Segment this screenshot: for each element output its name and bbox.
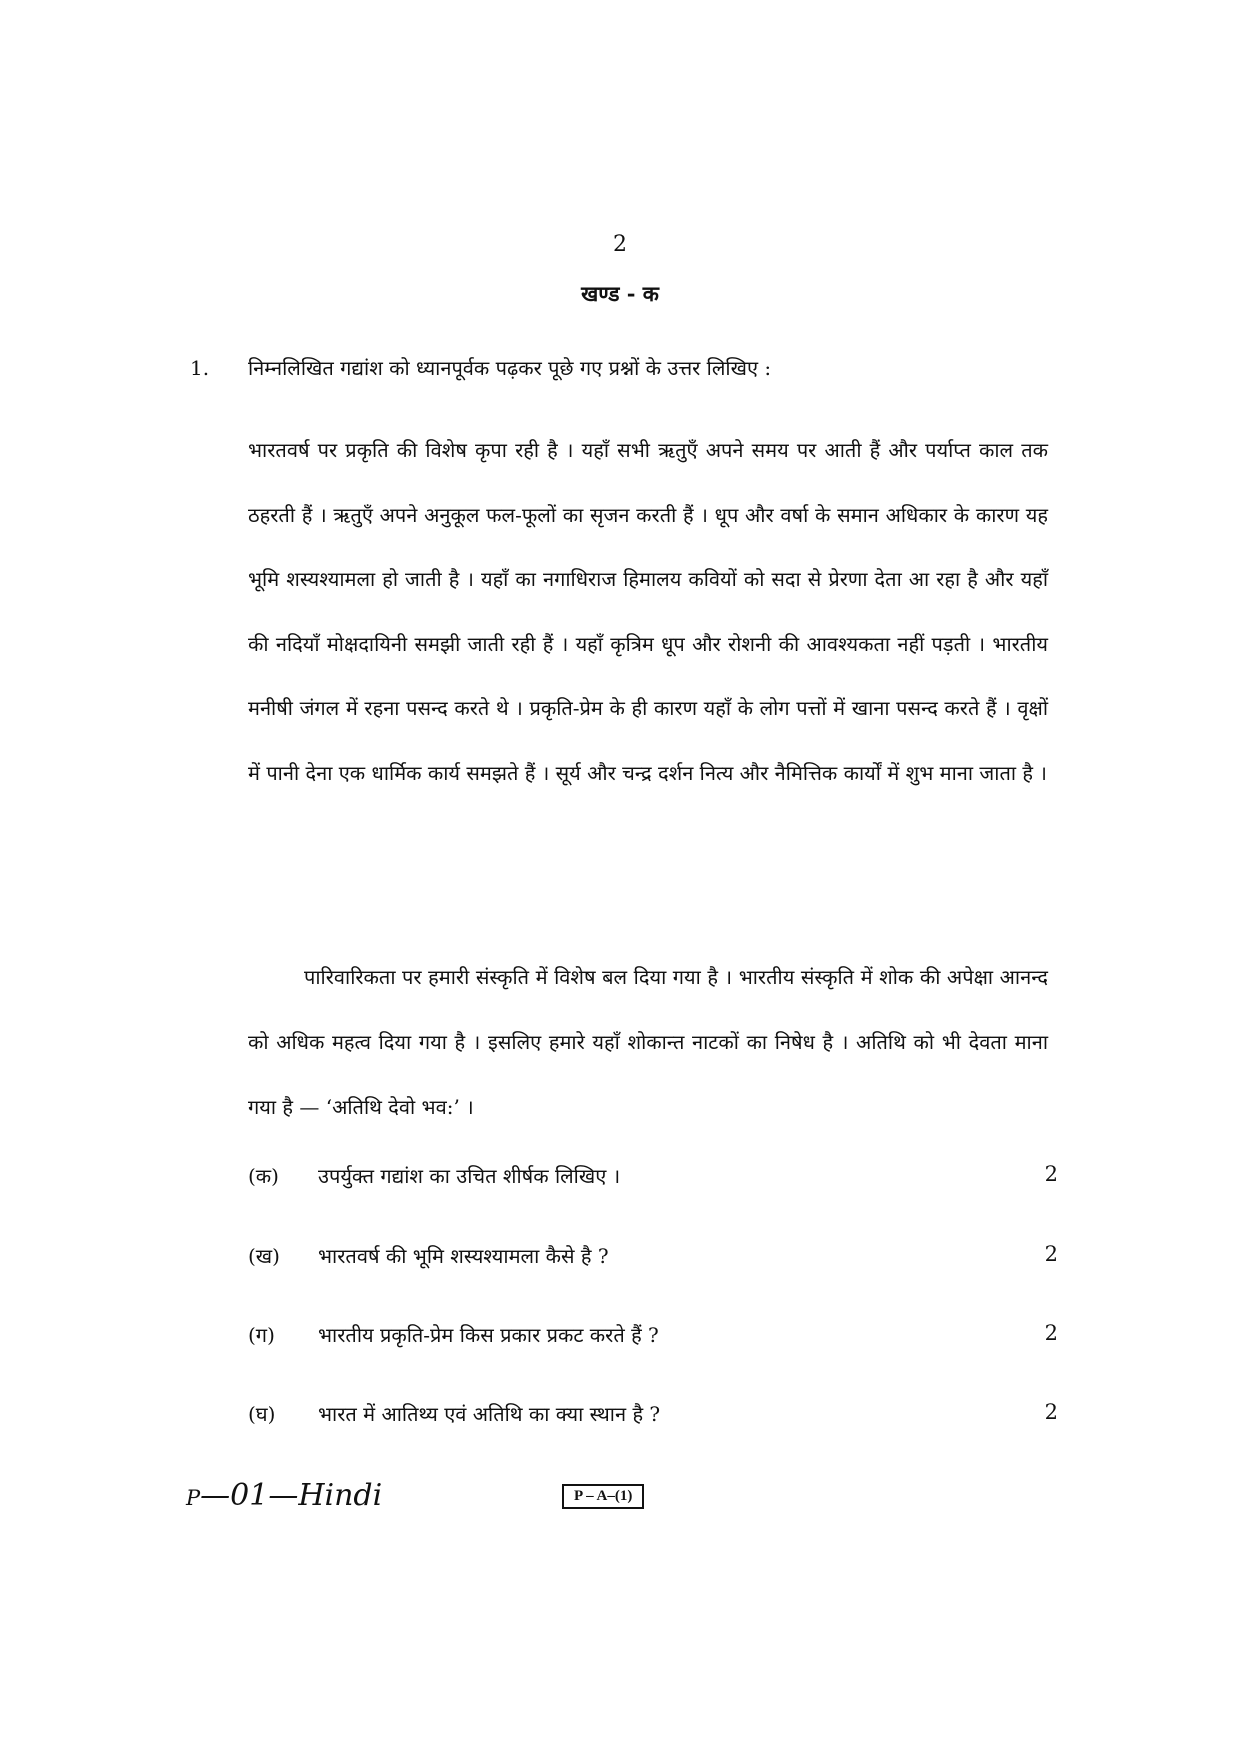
- paper-code-prefix: P: [186, 1486, 201, 1510]
- paper-code: [186, 1478, 382, 1513]
- question-instruction: निम्नलिखित गद्यांश को ध्यानपूर्वक पढ़कर पूछे गए प्रश्नों के उत्तर लिखिए :: [248, 356, 772, 380]
- sub-question-marks: 2: [1044, 1242, 1058, 1266]
- sub-question-ka: [248, 1162, 1058, 1196]
- paper-code-rest: —01—Hindi: [200, 1478, 383, 1513]
- sub-question-text: भारतीय प्रकृति-प्रेम किस प्रकार प्रकट करते हैं ?: [318, 1323, 659, 1347]
- sub-question-marks: 2: [1044, 1321, 1058, 1345]
- sub-question-ga: [248, 1321, 1058, 1355]
- sub-question-kha: [248, 1242, 1058, 1276]
- page-number: 2: [613, 232, 627, 257]
- sub-question-text: भारतवर्ष की भूमि शस्यश्यामला कैसे है ?: [318, 1244, 609, 1268]
- sub-question-text: भारत में आतिथ्य एवं अतिथि का क्या स्थान है ?: [318, 1402, 661, 1426]
- sub-question-label: (घ): [248, 1402, 276, 1426]
- sub-question-text: उपर्युक्त गद्यांश का उचित शीर्षक लिखिए ।: [318, 1164, 621, 1188]
- question-number: 1.: [190, 356, 210, 380]
- sub-question-label: (क): [248, 1164, 279, 1188]
- sub-question-label: (ग): [248, 1323, 275, 1347]
- sub-question-label: (ख): [248, 1244, 280, 1268]
- set-code-box: P – A–(1): [562, 1484, 644, 1509]
- passage-paragraph-2: पारिवारिकता पर हमारी संस्कृति में विशेष बल दिया गया है । भारतीय संस्कृति में शोक की अपेक्षा आनन्द को अधिक महत्व दिया गया है । इसलिए हमारे यहाँ शोकान्त नाटकों का निषेध है । अतिथि को भी देवता माना गया है — ‘अतिथि देवो भव:’ ।: [248, 965, 1048, 1119]
- passage-paragraph-1: भारतवर्ष पर प्रकृति की विशेष कृपा रही है । यहाँ सभी ऋतुएँ अपने समय पर आती हैं और पर्याप्त काल तक ठहरती हैं । ऋतुएँ अपने अनुकूल फल-फूलों का सृजन करती हैं । धूप और वर्षा के समान अधिकार के कारण यह भूमि शस्यश्यामला हो जाती है । यहाँ का नगाधिराज हिमालय कवियों को सदा से प्रेरणा देता आ रहा है और यहाँ की नदियाँ मोक्षदायिनी समझी जाती रही हैं । यहाँ कृत्रिम धूप और रोशनी की आवश्यकता नहीं पड़ती । भारतीय मनीषी जंगल में रहना पसन्द करते थे । प्रकृति-प्रेम के ही कारण यहाँ के लोग पत्तों में खाना पसन्द करते हैं । वृक्षों में पानी देना एक धार्मिक कार्य समझते हैं । सूर्य और चन्द्र दर्शन नित्य और नैमित्तिक कार्यों में शुभ माना जाता है ।: [248, 438, 1048, 785]
- sub-question-marks: 2: [1044, 1400, 1058, 1424]
- sub-question-marks: 2: [1044, 1162, 1058, 1186]
- section-title: खण्ड - क: [581, 281, 659, 306]
- sub-question-gha: [248, 1400, 1058, 1434]
